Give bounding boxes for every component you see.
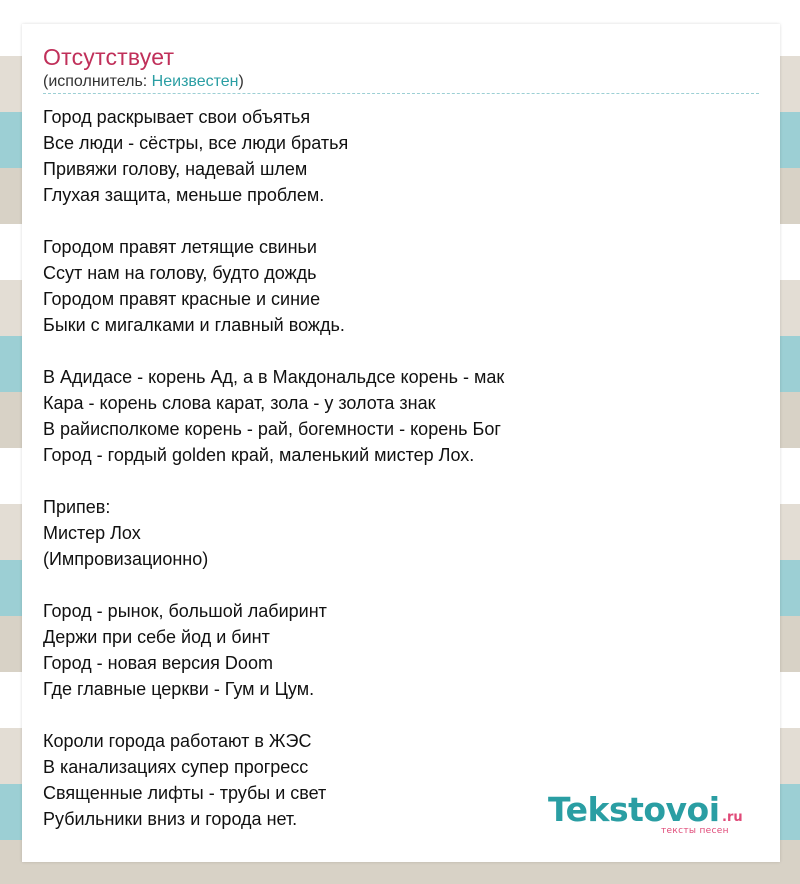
artist-prefix: (исполнитель: — [43, 73, 152, 90]
stanza-break — [43, 702, 763, 728]
lyric-line: Ссут нам на голову, будто дождь — [43, 263, 317, 283]
lyric-line: В райисполкоме корень - рай, богемности - корень Бог — [43, 419, 501, 439]
stanza-break — [43, 468, 763, 494]
lyric-line: Где главные церкви - Гум и Цум. — [43, 679, 315, 699]
lyric-line: Мистер Лох — [43, 523, 141, 543]
lyric-line: Город раскрывает свои объятья — [43, 107, 311, 127]
lyric-line: Рубильники вниз и города нет. — [43, 809, 298, 829]
site-logo[interactable] — [548, 790, 758, 836]
lyric-line: (Импровизационно) — [43, 549, 209, 569]
lyric-line: Город - рынок, большой лабиринт — [43, 601, 327, 621]
lyric-line: В Адидасе - корень Ад, а в Макдональдсе корень - мак — [43, 367, 505, 387]
lyric-line: В канализациях супер прогресс — [43, 757, 309, 777]
lyric-line: Припев: — [43, 497, 111, 517]
lyrics-card — [22, 24, 780, 862]
lyric-line: Все люди - сёстры, все люди братья — [43, 133, 349, 153]
lyric-line: Держи при себе йод и бинт — [43, 627, 270, 647]
artist-line — [43, 73, 244, 91]
lyric-line: Кара - корень слова карат, зола - у золота знак — [43, 393, 436, 413]
lyric-line: Город - новая версия Doom — [43, 653, 273, 673]
lyric-line: Быки с мигалками и главный вождь. — [43, 315, 345, 335]
header-divider — [43, 93, 759, 94]
lyric-line: Священные лифты - трубы и свет — [43, 783, 327, 803]
lyrics-text — [43, 104, 763, 832]
stanza-break — [43, 208, 763, 234]
lyric-line: Городом правят красные и синие — [43, 289, 321, 309]
stanza-break — [43, 338, 763, 364]
logo-wordmark: Tekstovoi — [548, 790, 720, 829]
lyric-line: Город - гордый golden край, маленький мистер Лох. — [43, 445, 475, 465]
logo-domain: .ru — [722, 810, 743, 825]
stanza-break — [43, 572, 763, 598]
song-title: Отсутствует — [43, 44, 175, 70]
lyric-line: Глухая защита, меньше проблем. — [43, 185, 325, 205]
artist-link[interactable]: Неизвестен — [151, 73, 239, 90]
logo-tagline: тексты песен — [661, 826, 729, 836]
lyric-line: Короли города работают в ЖЭС — [43, 731, 312, 751]
lyric-line: Городом правят летящие свиньи — [43, 237, 317, 257]
lyric-line: Привяжи голову, надевай шлем — [43, 159, 308, 179]
artist-suffix: ) — [238, 73, 244, 90]
